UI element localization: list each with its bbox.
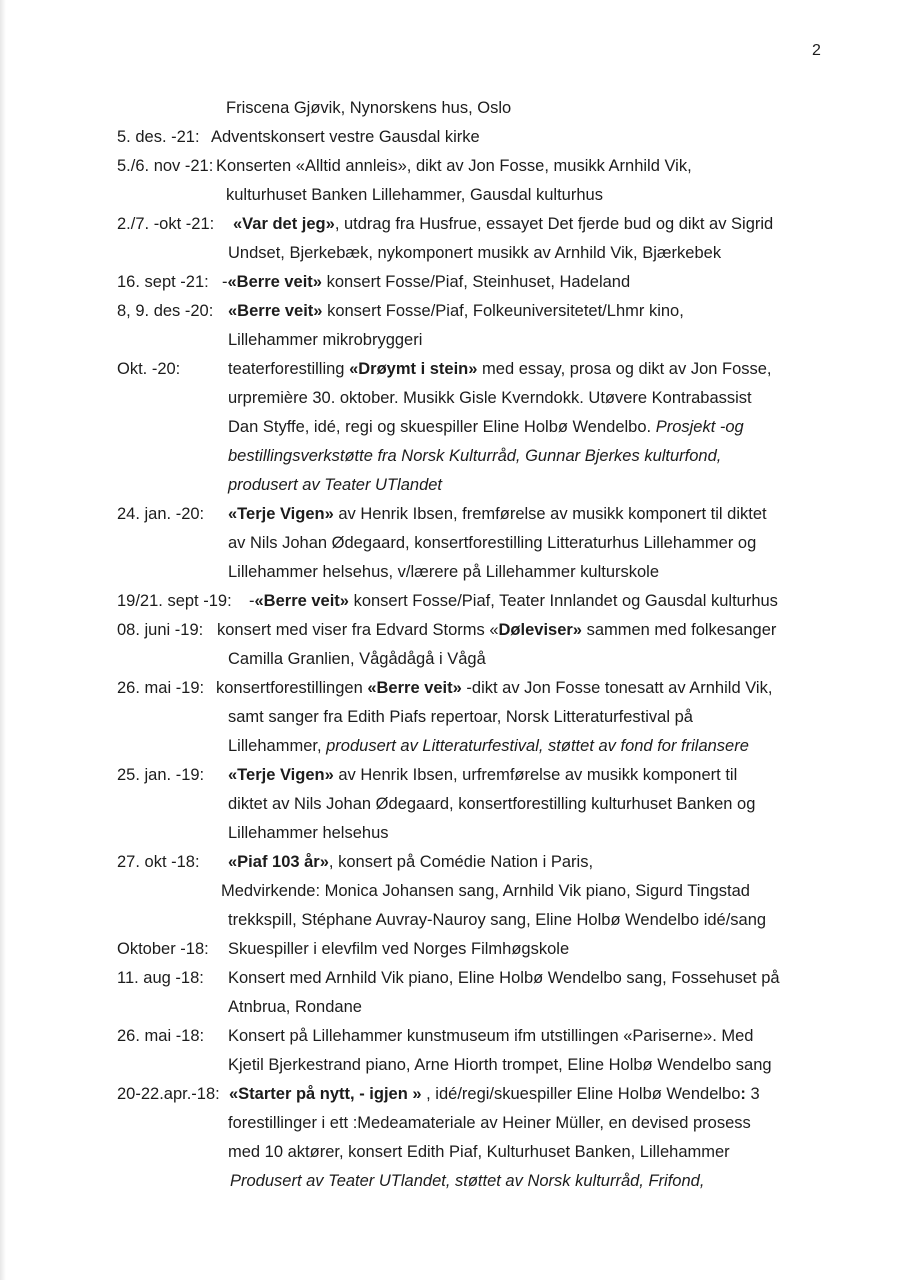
italic-credit: Produsert av Teater UTlandet, støttet av Norsk kulturråd, Frifond, (230, 1172, 705, 1190)
italic-credit: produsert av Litteraturfestival, støttet av fond for frilansere (326, 737, 749, 755)
bold-title: «Starter på nytt, - igjen » (229, 1085, 422, 1103)
entry-text (228, 558, 659, 587)
entry-text (228, 442, 721, 471)
entry-text (228, 326, 422, 355)
entry-continuation-line (0, 790, 903, 819)
text-segment: Undset, Bjerkebæk, nykomponert musikk av Arnhild Vik, Bjærkebek (228, 244, 722, 262)
entry-text (228, 1138, 730, 1167)
entry-text (228, 819, 389, 848)
bold-title: «Terje Vigen» (228, 505, 334, 523)
text-segment: , utdrag fra Husfrue, essayet Det fjerde bud og dikt av Sigrid (334, 215, 774, 233)
entry-date: 16. sept -21: (117, 273, 209, 291)
entry-text (228, 964, 780, 993)
entry-continuation-line (0, 1167, 903, 1196)
entry-continuation-line (0, 384, 903, 413)
entry-text (228, 935, 569, 964)
entry-text (228, 993, 362, 1022)
entry-date: 25. jan. -19: (117, 766, 205, 784)
text-segment: - (222, 273, 228, 291)
entry-text (228, 732, 749, 761)
text-segment: av Nils Johan Ødegaard, konsertforestilling Litteraturhus Lillehammer og (228, 534, 757, 552)
entry-text (228, 1022, 754, 1051)
italic-credit: bestillingsverkstøtte fra Norsk Kulturråd, Gunnar Bjerkes kulturfond, (228, 447, 722, 465)
text-segment: Lillehammer mikrobryggeri (228, 331, 423, 349)
entry-text (228, 413, 744, 442)
entry-text (226, 94, 511, 123)
entry-continuation-line (0, 1138, 903, 1167)
entry-line (0, 268, 903, 297)
text-segment: konsert Fosse/Piaf, Folkeuniversitetet/Lhmr kino, (322, 302, 684, 320)
entry-line (0, 355, 903, 384)
entry-continuation-line (0, 442, 903, 471)
text-segment: diktet av Nils Johan Ødegaard, konsertforestilling kulturhuset Banken og (228, 795, 756, 813)
entry-date: Okt. -20: (117, 360, 181, 378)
text-segment: Adventskonsert vestre Gausdal kirke (211, 128, 480, 146)
entry-date: 27. okt -18: (117, 853, 200, 871)
entry-text (211, 123, 480, 152)
text-segment: samt sanger fra Edith Piafs repertoar, Norsk Litteraturfestival på (228, 708, 693, 726)
text-segment: med 10 aktører, konsert Edith Piaf, Kulturhuset Banken, Lillehammer (228, 1143, 730, 1161)
text-segment: av Henrik Ibsen, urfremførelse av musikk komponert til (333, 766, 738, 784)
entry-text (228, 1051, 772, 1080)
entry-text (228, 471, 442, 500)
text-segment: Konsert på Lillehammer kunstmuseum ifm utstillingen «Pariserne». Med (228, 1027, 754, 1045)
entry-line (0, 1022, 903, 1051)
entry-date: 5. des. -21: (117, 128, 200, 146)
entry-line (0, 1080, 903, 1109)
text-segment: Atnbrua, Rondane (228, 998, 362, 1016)
entry-text (221, 877, 750, 906)
text-segment: forestillinger i ett :Medeamateriale av Heiner Müller, en devised prosess (228, 1114, 751, 1132)
text-segment: 3 (745, 1085, 760, 1103)
text-segment: Konsert med Arnhild Vik piano, Eline Holbø Wendelbo sang, Fossehuset på (228, 969, 780, 987)
entry-text (228, 355, 772, 384)
text-segment: Skuespiller i elevfilm ved Norges Filmhøgskole (228, 940, 570, 958)
entry-text (233, 210, 773, 239)
text-segment: Kjetil Bjerkestrand piano, Arne Hiorth trompet, Eline Holbø Wendelbo sang (228, 1056, 772, 1074)
italic-credit: produsert av Teater UTlandet (228, 476, 443, 494)
entry-text (230, 1167, 704, 1196)
text-segment: Lillehammer helsehus (228, 824, 389, 842)
text-segment: urpremière 30. oktober. Musikk Gisle Kverndokk. Utøvere Kontrabassist (228, 389, 752, 407)
bold-title: «Berre veit» (367, 679, 462, 697)
entry-text (228, 761, 737, 790)
entry-text (216, 152, 692, 181)
entry-line (0, 297, 903, 326)
entry-date: 11. aug -18: (117, 969, 204, 987)
entry-continuation-line (0, 529, 903, 558)
entry-date: 8, 9. des -20: (117, 302, 214, 320)
entry-text (228, 529, 756, 558)
entry-continuation-line (0, 1109, 903, 1138)
text-segment: med essay, prosa og dikt av Jon Fosse, (477, 360, 772, 378)
entry-text (217, 616, 776, 645)
entry-text (228, 790, 755, 819)
entry-continuation-line (0, 645, 903, 674)
text-segment: teaterforestilling (228, 360, 350, 378)
entry-continuation-line (0, 877, 903, 906)
text-segment: konsert med viser fra Edvard Storms « (217, 621, 499, 639)
text-segment: sammen med folkesanger (581, 621, 777, 639)
bold-title: «Var det jeg» (233, 215, 335, 233)
entry-text (228, 384, 752, 413)
bold-title: «Piaf 103 år» (228, 853, 329, 871)
text-segment: Friscena Gjøvik, Nynorskens hus, Oslo (226, 99, 512, 117)
bold-title: «Berre veit» (227, 273, 322, 291)
entry-continuation-line (0, 471, 903, 500)
text-segment: Konserten «Alltid annleis», dikt av Jon Fosse, musikk Arnhild Vik, (216, 157, 692, 175)
entry-continuation-line (0, 993, 903, 1022)
entry-text (228, 848, 593, 877)
text-segment: - (249, 592, 255, 610)
bold-title: «Berre veit» (228, 302, 323, 320)
entry-date: 08. juni -19: (117, 621, 204, 639)
entry-line (0, 94, 903, 123)
entry-text (228, 645, 486, 674)
bold-title: : (740, 1085, 746, 1103)
text-segment: -dikt av Jon Fosse tonesatt av Arnhild Vik, (461, 679, 773, 697)
text-segment: Lillehammer, (228, 737, 327, 755)
text-segment: Camilla Granlien, Vågådågå i Vågå (228, 650, 486, 668)
entry-continuation-line (0, 326, 903, 355)
entry-line (0, 123, 903, 152)
entry-line (0, 152, 903, 181)
entry-continuation-line (0, 703, 903, 732)
entry-date: 26. mai -19: (117, 679, 205, 697)
bold-title: Døleviser» (498, 621, 582, 639)
entry-continuation-line (0, 906, 903, 935)
entry-continuation-line (0, 1051, 903, 1080)
italic-credit: Prosjekt -og (655, 418, 744, 436)
entry-line (0, 210, 903, 239)
entry-date: 26. mai -18: (117, 1027, 205, 1045)
text-segment: konsert Fosse/Piaf, Steinhuset, Hadeland (321, 273, 631, 291)
text-segment: trekkspill, Stéphane Auvray-Nauroy sang, Eline Holbø Wendelbo idé/sang (228, 911, 767, 929)
bold-title: «Berre veit» (254, 592, 349, 610)
entry-continuation-line (0, 558, 903, 587)
entry-continuation-line (0, 239, 903, 268)
entry-continuation-line (0, 732, 903, 761)
entry-line (0, 935, 903, 964)
entry-text (228, 1109, 751, 1138)
text-segment: , konsert på Comédie Nation i Paris, (328, 853, 594, 871)
text-segment: Medvirkende: Monica Johansen sang, Arnhild Vik piano, Sigurd Tingstad (221, 882, 750, 900)
entry-line (0, 500, 903, 529)
entry-text (228, 703, 693, 732)
entry-date: 5./6. nov -21: (117, 157, 214, 175)
entry-text (228, 906, 766, 935)
bold-title: «Drøymt i stein» (349, 360, 478, 378)
entry-date: 19/21. sept -19: (117, 592, 232, 610)
text-segment: konsertforestillingen (216, 679, 368, 697)
entry-text (222, 268, 630, 297)
entry-text (228, 239, 721, 268)
entry-line (0, 616, 903, 645)
entry-line (0, 761, 903, 790)
entry-date: Oktober -18: (117, 940, 209, 958)
entry-line (0, 848, 903, 877)
entry-line (0, 964, 903, 993)
text-segment: , idé/regi/skuespiller Eline Holbø Wendelbo (421, 1085, 741, 1103)
entry-line (0, 587, 903, 616)
page-number: 2 (812, 42, 821, 59)
entry-continuation-line (0, 413, 903, 442)
entry-continuation-line (0, 819, 903, 848)
text-segment: Lillehammer helsehus, v/lærere på Lillehammer kulturskole (228, 563, 660, 581)
entry-date: 20-22.apr.-18: (117, 1085, 220, 1103)
text-segment: av Henrik Ibsen, fremførelse av musikk komponert til diktet (333, 505, 767, 523)
entry-date: 2./7. -okt -21: (117, 215, 215, 233)
entry-text (229, 1080, 760, 1109)
text-segment: Dan Styffe, idé, regi og skuespiller Eline Holbø Wendelbo. (228, 418, 656, 436)
entry-text (249, 587, 778, 616)
entry-text (216, 674, 772, 703)
text-segment: konsert Fosse/Piaf, Teater Innlandet og Gausdal kulturhus (348, 592, 778, 610)
bold-title: «Terje Vigen» (228, 766, 334, 784)
text-segment: kulturhuset Banken Lillehammer, Gausdal kulturhus (226, 186, 603, 204)
entry-text (228, 297, 684, 326)
entry-text (226, 181, 603, 210)
cv-activity-list (0, 94, 903, 1196)
entry-date: 24. jan. -20: (117, 505, 205, 523)
entry-line (0, 674, 903, 703)
entry-text (228, 500, 767, 529)
entry-continuation-line (0, 181, 903, 210)
